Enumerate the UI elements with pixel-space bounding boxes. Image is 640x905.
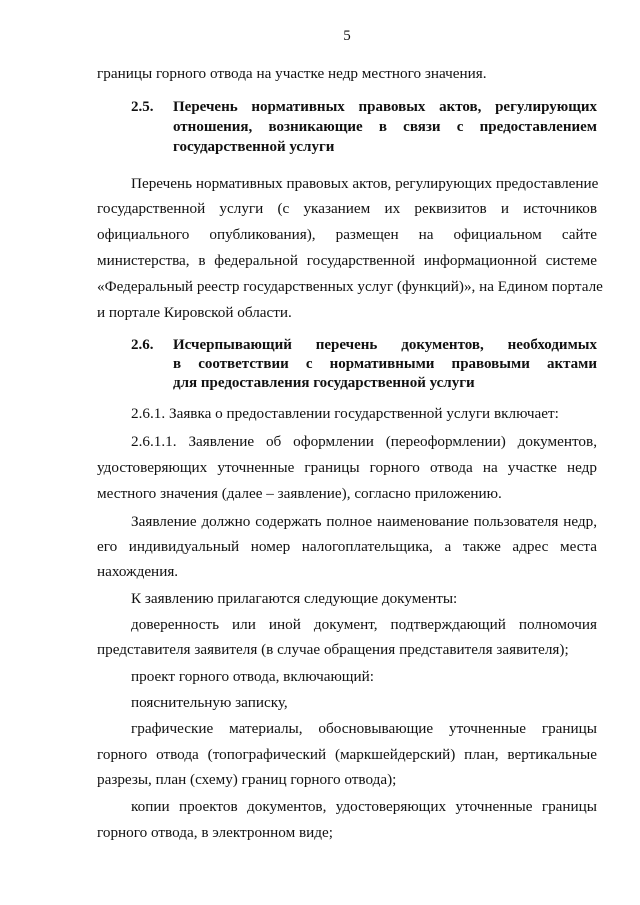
text-line: представителя заявителя (в случае обращения представителя заявителя); [97, 641, 569, 658]
text-line: местного значения (далее – заявление), согласно приложению. [97, 485, 502, 502]
text-line: Перечень нормативных правовых актов, регулирующих предоставление [131, 175, 599, 192]
text-line: Заявление должно содержать полное наименование пользователя недр, [131, 513, 597, 530]
text-line: проект горного отвода, включающий: [131, 668, 374, 685]
text-line: удостоверяющих уточненные границы горного отвода на участке недр [97, 459, 597, 476]
text-line: графические материалы, обосновывающие уточненные границы [131, 720, 597, 737]
section-number: 2.6. [131, 337, 154, 353]
text-line: доверенность или иной документ, подтверждающий полномочия [131, 616, 597, 633]
text-line: нахождения. [97, 563, 179, 580]
heading-line: Перечень нормативных правовых актов, регулирующих [173, 99, 597, 115]
text-line: официального опубликования), размещен на официальном сайте [97, 226, 597, 243]
heading-line: государственной услуги [173, 139, 335, 155]
heading-line: Исчерпывающий перечень документов, необходимых [173, 337, 597, 353]
section-number: 2.5. [131, 99, 154, 115]
text-line: министерства, в федеральной государственной информационной системе [97, 252, 597, 269]
text-line: 2.6.1.1. Заявление об оформлении (переоформлении) документов, [131, 433, 597, 450]
text-line: 2.6.1. Заявка о предоставлении государственной услуги включает: [131, 405, 559, 422]
text-line: и портале Кировской области. [97, 304, 292, 321]
heading-line: для предоставления государственной услуги [173, 375, 475, 391]
text-line: пояснительную записку, [131, 694, 288, 711]
text-line: разрезы, план (схему) границ горного отвода); [97, 771, 397, 788]
heading-line: отношения, возникающие в связи с предоставлением [173, 119, 597, 135]
text-line: К заявлению прилагаются следующие документы: [131, 590, 458, 607]
text-line: его индивидуальный номер налогоплательщика, а также адрес места [97, 538, 597, 555]
text-line: горного отвода (топографический (маркшейдерский) план, вертикальные [97, 746, 597, 763]
text-line: «Федеральный реестр государственных услуг (функций)», на Едином портале [97, 278, 603, 295]
page-number: 5 [343, 28, 351, 44]
text-line: границы горного отвода на участке недр местного значения. [97, 65, 487, 82]
text-line: горного отвода, в электронном виде; [97, 824, 333, 841]
heading-line: в соответствии с нормативными правовыми актами [173, 356, 597, 372]
text-line: государственной услуги (с указанием их реквизитов и источников [97, 200, 597, 217]
text-line: копии проектов документов, удостоверяющих уточненные границы [131, 798, 597, 815]
